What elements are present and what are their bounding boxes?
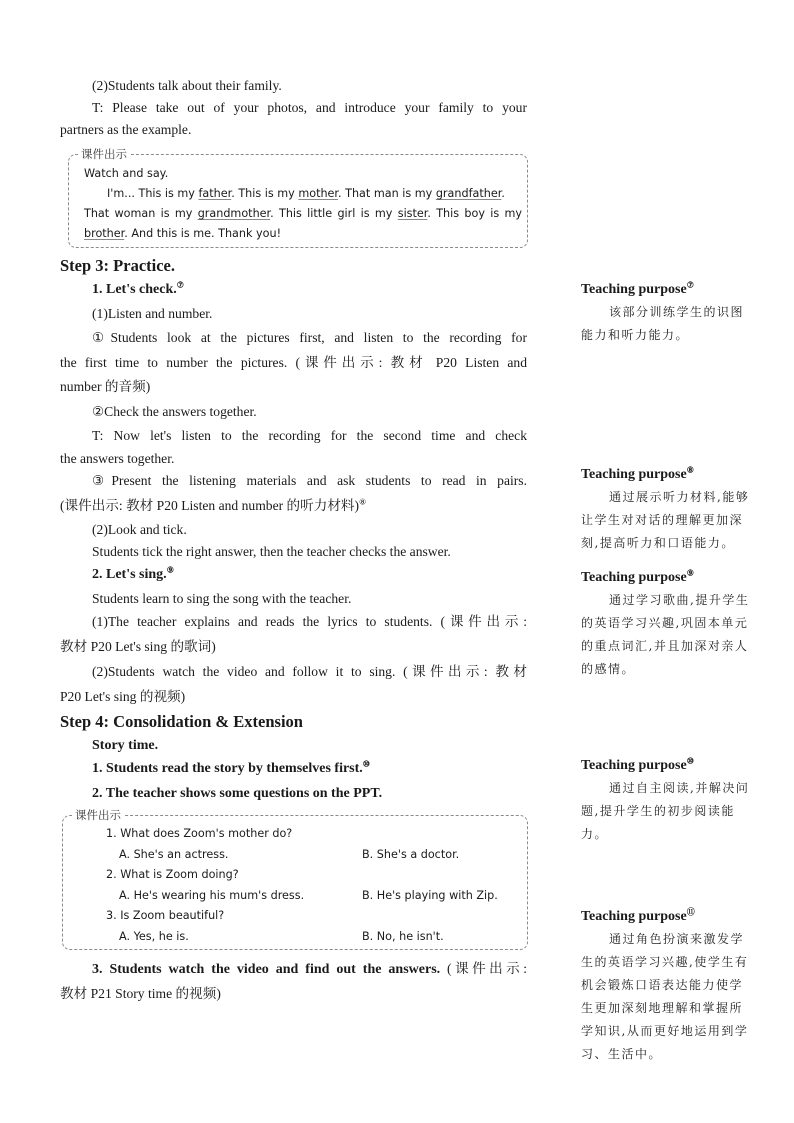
purpose-11-text: 通过角色扮演来激发学生的英语学习兴趣,使学生有机会锻炼口语表达能力使学生更加深刻地理解和掌握所学知识,从而更好地运用到学习、生活中。 [581, 932, 749, 1061]
question-3-option-b: B. No, he isn't. [362, 930, 444, 943]
courseware-label-2: 课件出示 [72, 808, 124, 822]
question-2-option-b: B. He's playing with Zip. [362, 889, 498, 902]
lets-sing-heading: 2. Let's sing.⑨ [92, 565, 174, 582]
step3-line-6: T: Now let's listen to the recording for the second time and check [92, 428, 527, 443]
step3-line-9: (课件出示: 教材 P20 Listen and number 的听力材料)⑧ [60, 497, 367, 513]
story-time-heading: Story time. [92, 738, 159, 753]
step3-line-16: P20 Let's sing 的视频) [60, 689, 186, 704]
purpose-9-title: Teaching purpose⑨ [581, 568, 694, 585]
step3-line-1: (1)Listen and number. [92, 306, 213, 321]
note-8: ⑧ [359, 497, 367, 507]
word-grandmother: grandmother [197, 207, 271, 220]
step4-heading: Step 4: Consolidation & Extension [60, 712, 303, 731]
step3-line-10: (2)Look and tick. [92, 522, 187, 537]
question-3-option-a: A. Yes, he is. [119, 930, 189, 943]
step3-line-3: the first time to number the pictures. (课件出示: 教材 P20 Listen and [60, 355, 527, 370]
purpose-8-text: 通过展示听力材料,能够让学生对对话的理解更加深刻,提高听力和口语能力。 [581, 490, 750, 550]
step3-heading: Step 3: Practice. [60, 256, 175, 275]
question-2: 2. What is Zoom doing? [106, 868, 239, 881]
step4-point-3-cont: 教材 P21 Story time 的视频) [60, 986, 221, 1001]
purpose-8-title: Teaching purpose⑧ [581, 465, 694, 482]
word-father: father [198, 187, 232, 200]
question-1-option-b: B. She's a doctor. [362, 848, 460, 861]
word-mother: mother [298, 187, 339, 200]
box1-title: Watch and say. [84, 167, 169, 180]
purpose-10-text: 通过自主阅读,并解决问题,提升学生的初步阅读能力。 [581, 781, 750, 841]
question-3: 3. Is Zoom beautiful? [106, 909, 225, 922]
step3-line-11: Students tick the right answer, then the teacher checks the answer. [92, 544, 451, 559]
question-1-option-a: A. She's an actress. [119, 848, 229, 861]
intro-line-2: T: Please take out of your photos, and introduce your family to your [92, 100, 527, 115]
courseware-label-1: 课件出示 [78, 147, 130, 161]
intro-line-1: (2)Students talk about their family. [92, 78, 282, 93]
box1-line-1: I'm... This is my father. This is my mother. That man is my grandfather. [107, 187, 505, 200]
question-1: 1. What does Zoom's mother do? [106, 827, 293, 840]
intro-line-3: partners as the example. [60, 122, 192, 137]
purpose-10-title: Teaching purpose⑩ [581, 756, 694, 773]
step3-line-7: the answers together. [60, 451, 175, 466]
step4-point-2: 2. The teacher shows some questions on the PPT. [92, 786, 383, 801]
step3-line-13: (1)The teacher explains and reads the lyrics to students. (课件出示: [92, 614, 527, 629]
word-grandfather: grandfather [435, 187, 502, 200]
purpose-11-title: Teaching purpose⑪ [581, 907, 695, 924]
purpose-7-text: 该部分训练学生的识图能力和听力能力。 [581, 305, 745, 342]
question-2-option-a: A. He's wearing his mum's dress. [119, 889, 305, 902]
word-sister: sister [397, 207, 428, 220]
note-9: ⑨ [166, 565, 174, 575]
step3-line-14: 教材 P20 Let's sing 的歌词) [60, 639, 216, 654]
step3-line-12: Students learn to sing the song with the teacher. [92, 591, 352, 606]
step3-line-15: (2)Students watch the video and follow it to sing. (课件出示: 教材 [92, 664, 527, 679]
purpose-9-text: 通过学习歌曲,提升学生的英语学习兴趣,巩固本单元的重点词汇,并且加深对亲人的感情。 [581, 593, 750, 676]
purpose-7-title: Teaching purpose⑦ [581, 280, 694, 297]
note-7: ⑦ [176, 280, 184, 290]
step3-line-2: ①Students look at the pictures first, and listen to the recording for [92, 330, 527, 345]
step3-line-4: number 的音频) [60, 379, 151, 394]
step3-line-5: ②Check the answers together. [92, 404, 257, 419]
step4-point-3: 3. Students watch the video and find out the answers. (课件出示: [92, 961, 528, 977]
step4-point-1: 1. Students read the story by themselves first.⑩ [92, 759, 370, 776]
note-10: ⑩ [362, 759, 370, 769]
box1-line-2: That woman is my grandmother. This little girl is my sister. This boy is my [84, 207, 523, 220]
step3-line-8: ③Present the listening materials and ask students to read in pairs. [92, 473, 527, 488]
word-brother: brother [84, 227, 125, 240]
lets-check-heading: 1. Let's check.⑦ [92, 280, 184, 297]
box1-line-3: brother. And this is me. Thank you! [84, 227, 282, 240]
